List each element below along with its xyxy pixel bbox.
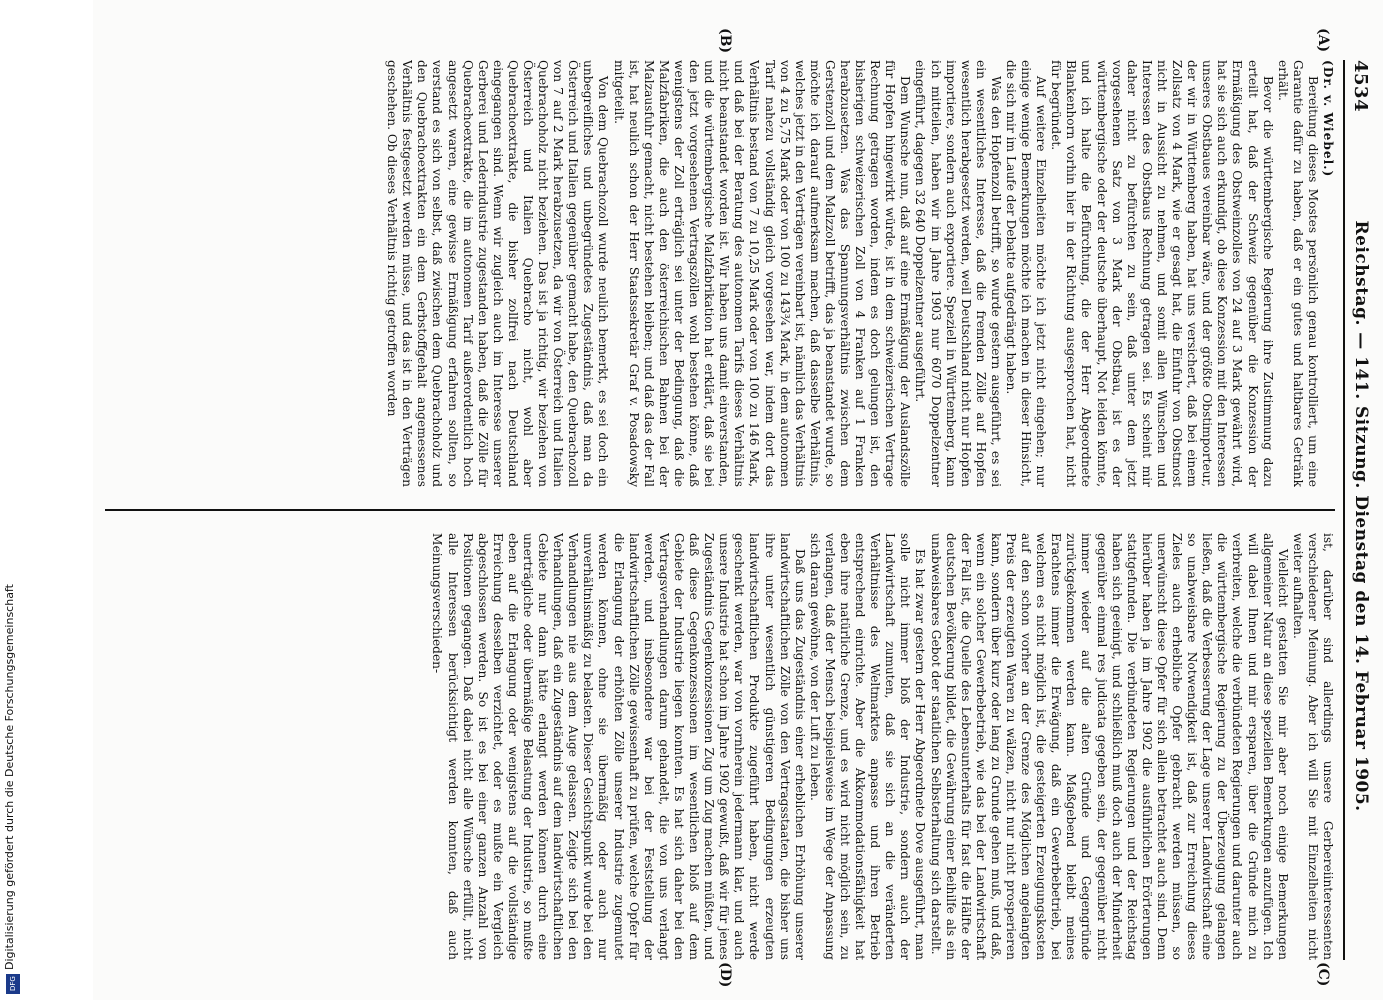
page-header xyxy=(1347,60,1375,960)
right-paragraph: Es hat zwar gestern der Herr Abgeordnete Dove ausgeführt, man solle nicht immer bloß der Industrie, sondern auch der Landwirtschaft zumuten, daß sie sich an die veränderten Verhältnisse des Weltmarktes anpasse und ihren Betrieb entsprechend einrichte. Aber die Akkommodationsfähigkeit hat eben ihre natürliche Grenze, und es wird nicht möglich sein, zu verlangen, daß der Mensch beispielsweise im Wege der Anpassung sich daran gewöhne, von der Luft zu leben. xyxy=(807,533,928,960)
header-rule xyxy=(1343,60,1345,960)
speaker-name: (Dr. v. Wiebel.) xyxy=(1321,60,1335,178)
dfg-logo: DFG xyxy=(6,974,20,994)
text-columns xyxy=(105,60,1335,960)
left-paragraph: Bereitung dieses Mostes persönlich genau kontrolliert, um eine Garantie dafür zu haben, daß er ein gutes und haltbares Getränk erhält. xyxy=(1275,60,1320,487)
page-title: Reichstag. — 141. Sitzung. Dienstag den 14. Februar 1905. xyxy=(1351,220,1371,812)
left-paragraph: Bevor die württembergische Regierung ihre Zustimmung dazu erteilt hat, daß der Schweiz gegenüber die Konzession der Ermäßigung des Obstweinzolles von 24 auf 3 Mark gewährt wird, hat sie sich auch erkundigt, ob diese Konzession mit den Interessen unseres Obstbaues vereinbar wäre, und der größte Obstimporteur, der wir in Württemberg haben, hat uns versichert, daß bei einem Zollsatz von 4 Mark, wie er gesagt hat, die Einfuhr von Obstmost nicht in Aussicht zu nehmen, und somit allen Wünschen und Interessen des Obstbaus Rechnung getragen sei. Es scheint mir daher nicht zu befürchten zu sein, daß unter dem jetzt vorgesehenen Satz von 3 Mark der Obstbau, ist es der württembergische oder der deutsche überhaupt, Not leiden könnte, und ich halte die Befürchtung, die der Herr Abgeordnete Blankenhorn vorhin hier in der Richtung ausgesprochen hat, nicht für begründet. xyxy=(1049,60,1275,487)
left-paragraph: Von dem Quebrachozoll wurde neulich bemerkt, es sei doch ein unbegreifliches und unbegründetes Zugeständnis, daß man da Österreich und Italien gegenüber gemacht habe, den Quebrachozoll von 7 auf 2 Mark herabzusetzen, da wir von Österreich und Italien Quebrachoholz nicht beziehen. Das ist ja richtig, wir beziehen von Österreich und Italien Quebracho nicht, wohl aber Quebrachoextrakte, die bisher zollfrei nach Deutschland eingegangen sind. Wenn wir zugleich auch im Interesse unserer Gerberei und Lederindustrie zugestanden haben, daß die Zölle für Quebrachoextrakte, die im autonomen Tarif außerordentlich hoch angesetzt waren, eine gewisse Ermäßigung erfahren sollten, so verstand es sich von selbst, daß zwischen dem Quebrachoholz und den Quebrachoextrakten ein dem Gerbstoffgehalt angemessenes Verhältnis festgesetzt werden müsse, und das ist in den Verträgen geschehen. Ob dieses Verhältnis richtig getroffen worden xyxy=(385,60,611,487)
footer-credit xyxy=(4,0,18,1000)
right-paragraph: ist, darüber sind allerdings unsere Gerbereiinteressenten verschiedener Meinung. Aber ich will Sie mit Einzelheiten nicht weiter aufhalten. xyxy=(1290,533,1335,960)
right-paragraph: Daß uns das Zugeständnis einer erheblichen Erhöhung unserer landwirtschaftlichen Zölle von den Vertragsstaaten, die bisher uns ihre unter wesentlich günstigeren Bedingungen erzeugten landwirtschaftlichen Produkte zugeführt haben, nicht werde geschenkt werden, war von vornherein jedermann klar, und auch unsere Industrie hat schon im Jahre 1902 gewußt, daß wir für jenes Zugeständnis Gegenkonzessionen Zug um Zug machen müßten, und daß diese Gegenkonzessionen im wesentlichen bloß auf dem Gebiete der Industrie liegen konnten. Es hat sich daher bei den Vertragsverhandlungen darum gehandelt, die von uns verlangt werden, und insbesondere war bei der Feststellung der landwirtschaftlichen Zölle gewissenhaft zu prüfen, welche Opfer für die Erlangung der erhöhten Zölle unserer Industrie zugemutet werden können, ohne sie übermäßig oder auch nur unverhältnismäßig zu belasten. Dieser Gesichtspunkt wurde bei den Verhandlungen nie aus dem Auge gelassen. Zeigte sich bei den Verhandlungen, daß ein Zugeständnis auf dem landwirtschaftlichen Gebiete nur dann hätte erlangt werden können durch eine unerträgliche oder übermäßige Belastung der Industrie, so mußte eben auf die Erlangung oder wenigstens auf die vollständige Erreichung desselben verzichtet, oder es mußte ein Vergleich abgeschlossen werden. So ist es bei einer ganzen Anzahl von Positionen gegangen. Daß dabei nicht alle Wünsche erfüllt, nicht alle Interessen berücksichtigt werden konnten, daß auch Meinungsverschieden- xyxy=(430,533,807,960)
newspaper-page xyxy=(93,0,1383,1000)
margin-marker-a: (A) xyxy=(1315,28,1331,53)
left-paragraph: Auf weitere Einzelheiten möchte ich jetzt nicht eingehen; nur einige wenige Bemerkungen möchte ich machen in dieser Hinsicht, die sich mir im Laufe der Debatte aufgedrängt haben. xyxy=(1004,60,1049,487)
left-column xyxy=(105,60,1335,487)
left-paragraph: Dem Wunsche nun, daß auf eine Ermäßigung der Auslandszölle für Hopfen hingewirkt würde, ist in dem schweizerischen Vertrage Rechnung getragen worden, indem es doch gelungen ist, den bisherigen schweizerischen Zoll von 4 Franken auf 1 Franken herabzusetzen. Was das Spannungsverhältnis zwischen dem Gerstenzoll und dem Malzzoll betrifft, das ja beanstandet wurde, so möchte ich darauf aufmerksam machen, daß dasselbe Verhältnis, welches jetzt in den Verträgen vereinbart ist, nämlich das Verhältnis von 4 zu 5,75 Mark oder von 100 zu 143¾ Mark, in dem autonomen Tarif nahezu vollständig gleich vorgesehen war, indem dort das Verhältnis bestand von 7 zu 10,25 Mark oder von 100 zu 146 Mark, und daß bei der Beratung des autonomen Tarifs dieses Verhältnis nicht beanstandet worden ist. Wir haben uns damit einverstanden, und die württembergische Malzfabrikation hat erklärt, daß sie bei den jetzt vorgesehenen Vertragszöllen wohl bestehen könne, daß wenigstens der Zoll erträglich sei unter der Bedingung, daß die Malzfabriken, die auch den österreichischen Bahnen bei der Malzausfuhr gemacht, nicht bestehen bleiben; und daß das der Fall ist, hat neulich schon der Herr Staatssekretär Graf v. Posadowsky mitgeteilt. xyxy=(611,60,913,487)
right-column xyxy=(105,533,1335,960)
column-rule xyxy=(105,509,1335,511)
credit-text: Digitalisierung gefördert durch die Deutsche Forschungsgemeinschaft xyxy=(3,584,16,970)
left-paragraph: Was den Hopfenzoll betrifft, so wurde gestern ausgeführt, es sei ein wesentliches Interesse, daß die fremden Zölle auf Hopfen wesentlich herabgesetzt werden, weil Deutschland nicht nur Hopfen importiere, sondern auch exportiere. Speziell in Württemberg, kann ich mitteilen, haben wir im Jahre 1903 nur 6070 Doppelzentner eingeführt, dagegen 32 640 Doppelzentner ausgeführt. xyxy=(913,60,1003,487)
margin-marker-d: (D) xyxy=(717,962,733,988)
margin-marker-c: (C) xyxy=(1315,962,1331,987)
margin-marker-b: (B) xyxy=(717,28,733,54)
page-number: 4534 xyxy=(1350,60,1372,113)
right-paragraph: Vielleicht gestatten Sie mir aber noch einige Bemerkungen allgemeiner Natur an diese speziellen Bemerkungen anzufügen. Ich will dabei Ihnen und mir ersparen, über die Gründe mich zu verbreiten, welche die verbündeten Regierungen und darunter auch die württembergische Regierung zu der Überzeugung gelangen ließen, daß die Verbesserung der Lage unserer Landwirtschaft eine so unabweisbare Notwendigkeit ist, daß zur Erreichung dieses Zieles auch erhebliche Opfer gebracht werden müssen, so unerwünscht diese Opfer für sich allein betrachtet auch sind. Denn hierüber haben ja im Jahre 1902 die ausführlichen Erörterungen stattgefunden. Die verbündeten Regierungen und der Reichstag haben sich geeinigt, und schließlich muß doch auch der Minderheit gegenüber einmal res judicata gegeben sein, der gegenüber nicht immer wieder auf die alten Gründe und Gegengründe zurückgekommen werden kann. Maßgebend bleibt meines Erachtens immer die Erwägung, daß ein Gewerbebetrieb, bei welchem es nicht möglich ist, die gesteigerten Erzeugungskosten auf den schon vorher an der Grenze des Möglichen angelangten Preis der erzeugten Waren zu wälzen, nicht nur nicht prosperieren kann, sondern über kurz oder lang zu Grunde gehen muß, und daß, wenn ein solcher Gewerbebetrieb, wie das bei der Landwirtschaft der Fall ist, die Quelle des Lebensunterhalts für fast die Hälfte der deutschen Bevölkerung bildet, die Gewährung einer Beihilfe als ein unabweisbares Gebot der staatlichen Selbsterhaltung sich darstellt. xyxy=(928,533,1290,960)
